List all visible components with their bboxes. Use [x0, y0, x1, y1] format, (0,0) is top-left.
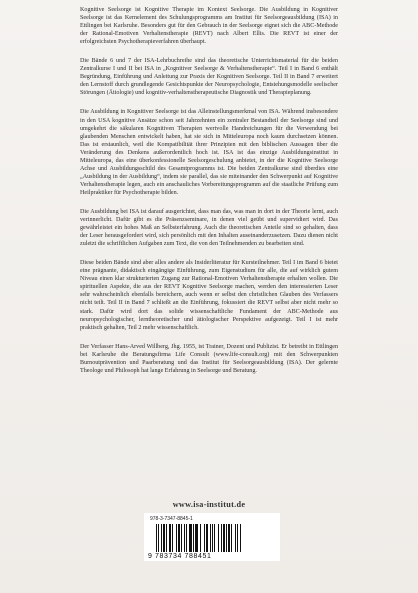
barcode-bar — [241, 524, 242, 552]
paragraph-audience: Diese beiden Bände sind aber alles andere als Insiderliteratur für Kursteilnehmer. Teil I im Band 6 bietet eine prägnante, didaktisch eingängige Einführung, zum Eigenstudium für alle, die auf wirklich gutem Niveau einen klar strukturierten Zugang zur Rational-Emotiven Verhaltenstherapie erhalten wollen. Die spirituellen Aspekte, die aus der REVT Kognitive Seelsorge machen, werden den interessierten Leser sehr wahrscheinlich ebenfalls bereichern, auch wenn er selbst den christlichen Glauben des Verfassers nicht teilt. Teil II in Band 7 schließt an die Einführung, fokussiert die REVT selbst aber nicht mehr so stark. Dafür wird dort das solide wissenschaftliche Fundament der ABC-Methode aus neuropsychologischer, lerntheoretischer und ätiologischer Perspektive aufgezeigt. Teil I ist mehr praktisch gehalten, Teil 2 mehr wissenschaftlich. — [80, 260, 338, 331]
paragraph-author: Der Verfasser Hans-Arved Willberg, Jhg. 1955, ist Trainer, Dozent und Publizist. Er betreibt in Ettlingen bei Karlsruhe die Beratungsfirma Life Consult (www.life-consult.org) mit den Schwerpunkten Burnoutprävention und Paarberatung und das Institut für Seelsorgeausbildung (ISA). Der gelernte Theologe und Philosoph hat lange Erfahrung in Seelsorge und Beratung. — [80, 343, 338, 374]
paragraph-practice: Die Ausbildung bei ISA ist darauf ausgerichtet, dass man das, was man in dort in der Theorie lernt, auch verinnerlicht. Dafür gibt es die Präsenzseminare, in denen viel geübt und supervidiert wird. Das gewährleistet ein hohes Maß an Selbsterfahrung. Auch die theoretischen Anteile sind so gehalten, dass der Leser herausgefordert wird, sich persönlich mit den Inhalten auseinanderzusetzen. Dazu dienen nicht zuletzt die schriftlichen Aufgaben zum Text, die von den Teilnehmenden zu bearbeiten sind. — [80, 208, 338, 248]
barcode-bars — [156, 524, 272, 552]
isbn-barcode — [144, 513, 280, 561]
website-link[interactable]: www.isa-institut.de — [172, 500, 246, 509]
paragraph-training: Die Ausbildung in Kognitiver Seelsorge ist das Alleinstellungsmerkmal von ISA. Während insbesondere in den USA kognitive Ansätze schon seit Jahrzehnten ein zentraler Bestandteil der Seelsorge sind und umgekehrt die säkularen Kognitiven Therapien wertvolle Handreichungen für die Verwendung bei glaubenden Menschen entwickelt haben, hat sie sich in Mitteleuropa noch kaum durchsetzen können. Das ist erstaunlich, weil die Kompatibilität ihrer Prinzipien mit den biblischen Aussagen über die Veränderung des Denkens außerordentlich hoch ist. ISA ist das einzige Ausbildungsinstitut in Mitteleuropa, das eine überkonfessionelle Seelsorgeschulung anbietet, in der die Kognitive Seelsorge Achse und Ausbildungsschild des Gesamtprogramms ist. Die beiden Zentralkurse sind überdies eine „Ausbildung in der Ausbildung“, indem sie parallel, das sie miteinander den Schwerpunkt auf Kognitive Verhaltenstherapie legen, auch ein anschauliches Vorbereitungsprogramm auf die staatliche Prüfung zum Heilpraktiker für Psychotherapie bilden. — [80, 109, 338, 196]
paragraph-intro: Kognitive Seelsorge ist Kognitive Therapie im Kontext Seelsorge. Die Ausbildung in Kognitiver Seelsorge ist das Kernelement des Schulungsprogramms am Institut für Seelsorgeausbildung (ISA) in Ettlingen bei Karlsruhe. Besonders gut für den Gebrauch in der Seelsorge eignet sich die ABC-Methode der Rational-Emotiven Verhaltenstherapie (REVT) nach Albert Ellis. Die REVT ist einer der erfolgreichsten Psychotherapieverfahren überhaupt. — [80, 7, 338, 46]
paragraph-volumes: Die Bände 6 und 7 der ISA-Lehrbuchreihe sind das theoretische Unterrichtsmaterial für die beiden Zentralkurse I und II bei ISA in „Kognitiver Seelsorge & Verhaltenstherapie“. Teil I in Band 6 enthält Begründung, Einführung und Anleitung zur Praxis der Kognitiven Seelsorge. Teil II in Band 7 erweitert den Lernstoff durch grundlegende Gesichtspunkte der Neuropsychologie, Entstehungsmodelle seelischer Störungen (Ätiologie) und kognitiv-verhaltenstherapeutische Diagnostik und Therapieplanung. — [80, 58, 338, 97]
isbn-digits: 9 783734 788451 — [148, 553, 212, 560]
blurb-text — [80, 6, 338, 386]
isbn-label: 978-3-7347-8845-1 — [150, 516, 193, 522]
